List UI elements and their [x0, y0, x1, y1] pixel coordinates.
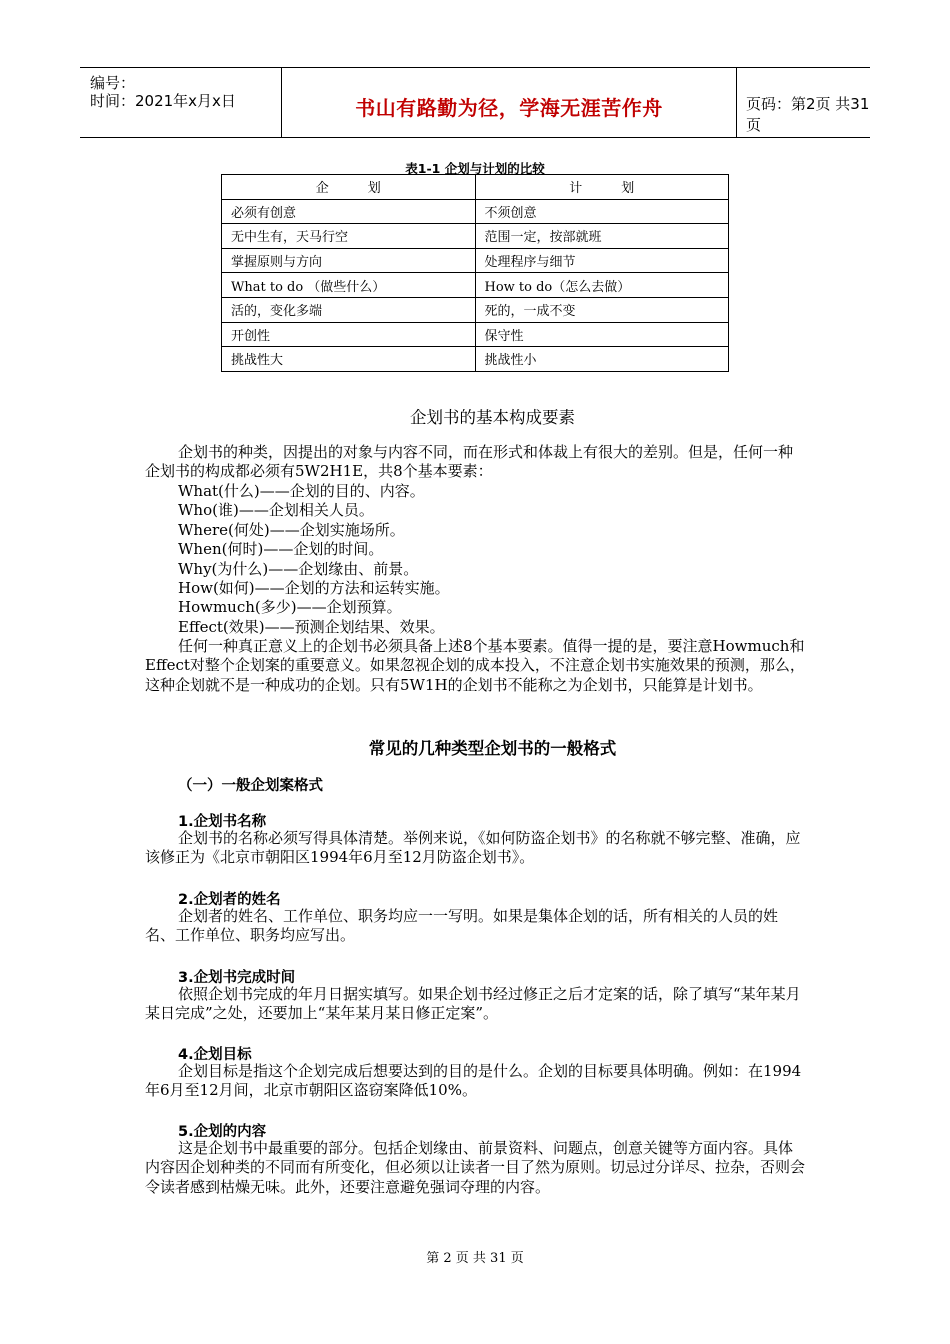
table-cell: 活的，变化多端 — [222, 297, 476, 322]
table-cell: 掌握原则与方向 — [222, 248, 476, 273]
table-cell: 开创性 — [222, 322, 476, 347]
table-header-cell: 企 划 — [222, 175, 476, 200]
page-footer: 第 2 页 共 31 页 — [426, 1251, 524, 1266]
table-header-cell: 计 划 — [475, 175, 729, 200]
header-page-cell — [736, 68, 870, 137]
conclusion-paragraph: 任何一种真正意义上的企划书必须具备上述8个基本要素。值得一提的是，要注意Howmuch和Effect对整个企划案的重要意义。如果忽视企划的成本投入，不注意企划书实施效果的预测，那么，这种企划就不是一种成功的企划。只有5W1H的企划书不能称之为企划书，只能算是计划书。 — [145, 637, 805, 694]
header-meta — [80, 68, 281, 137]
table-row — [222, 297, 729, 322]
table-cell: What to do （做些什么） — [222, 273, 476, 298]
section-title: 企划书的基本构成要素 — [410, 408, 575, 427]
table-cell: 必须有创意 — [222, 199, 476, 224]
subsection-title: （一）一般企划案格式 — [178, 778, 323, 794]
table-row — [222, 224, 729, 249]
motto: 书山有路勤为径，学海无涯苦作舟 — [355, 96, 663, 120]
list-item: Why(为什么)——企划缘由、前景。 — [178, 559, 419, 578]
table-cell: 处理程序与细节 — [475, 248, 729, 273]
table-row — [222, 273, 729, 298]
table-row — [222, 347, 729, 372]
table-caption: 表1-1 企划与计划的比较 — [405, 161, 545, 176]
item-text: 企划者的姓名、工作单位、职务均应一一写明。如果是集体企划的话，所有相关的人员的姓名、工作单位、职务均应写出。 — [145, 907, 779, 945]
table-cell: 挑战性大 — [222, 347, 476, 372]
list-item: Howmuch(多少)——企划预算。 — [178, 598, 402, 617]
table-cell: 死的，一成不变 — [475, 297, 729, 322]
number-label: 编号： — [90, 74, 136, 92]
comparison-table — [221, 174, 729, 372]
page-header — [80, 67, 870, 138]
table-cell: 无中生有，天马行空 — [222, 224, 476, 249]
table-cell: 挑战性小 — [475, 347, 729, 372]
header-motto-cell — [281, 68, 737, 137]
table-cell: How to do（怎么去做） — [475, 273, 729, 298]
list-item: What(什么)——企划的目的、内容。 — [178, 482, 425, 500]
list-item: When(何时)——企划的时间。 — [178, 540, 384, 559]
table-row — [222, 322, 729, 347]
item-text: 依照企划书完成的年月日据实填写。如果企划书经过修正之后才定案的话，除了填写“某年某月某日完成”之处，还要加上“某年某月某日修正定案”。 — [145, 985, 801, 1023]
item-title: 5.企划的内容 — [178, 1124, 267, 1140]
table-row — [222, 199, 729, 224]
item-text: 企划目标是指这个企划完成后想要达到的目的是什么。企划的目标要具体明确。例如：在1994年6月至12月间，北京市朝阳区盗窃案降低10%。 — [145, 1062, 802, 1100]
item-title: 4.企划目标 — [178, 1047, 252, 1063]
item-title: 3.企划书完成时间 — [178, 970, 296, 986]
item-text: 这是企划书中最重要的部分。包括企划缘由、前景资料、问题点，创意关键等方面内容。具体内容因企划种类的不同而有所变化，但必须以让读者一目了然为原则。切忌过分详尽、拉杂，否则会令读者感到枯燥无味。此外，还要注意避免强词夺理的内容。 — [145, 1139, 806, 1196]
element-list — [145, 482, 805, 637]
item-text: 企划书的名称必须写得具体清楚。举例来说，《如何防盗企划书》的名称就不够完整、准确，应该修正为《北京市朝阳区1994年6月至12月防盗企划书》。 — [145, 829, 801, 867]
section-title: 常见的几种类型企划书的一般格式 — [368, 739, 617, 758]
table-cell: 范围一定，按部就班 — [475, 224, 729, 249]
item-title: 2.企划者的姓名 — [178, 892, 281, 908]
list-item: Effect(效果)——预测企划结果、效果。 — [178, 617, 445, 636]
list-item: Where(何处)——企划实施场所。 — [178, 520, 405, 539]
table-cell: 保守性 — [475, 322, 729, 347]
list-item: Who(谁)——企划相关人员。 — [178, 501, 374, 520]
table-row — [222, 248, 729, 273]
time-label: 时间：2021年x月x日 — [90, 92, 236, 110]
table-header-row — [222, 175, 729, 200]
table-cell: 不须创意 — [475, 199, 729, 224]
page-label: 页码：第2页 共31页 — [746, 95, 870, 134]
item-title: 1.企划书名称 — [178, 814, 267, 830]
intro-paragraph: 企划书的种类，因提出的对象与内容不同，而在形式和体裁上有很大的差别。但是，任何一种企划书的构成都必须有5W2H1E，共8个基本要素： — [145, 443, 794, 481]
list-item: How(如何)——企划的方法和运转实施。 — [178, 579, 450, 598]
